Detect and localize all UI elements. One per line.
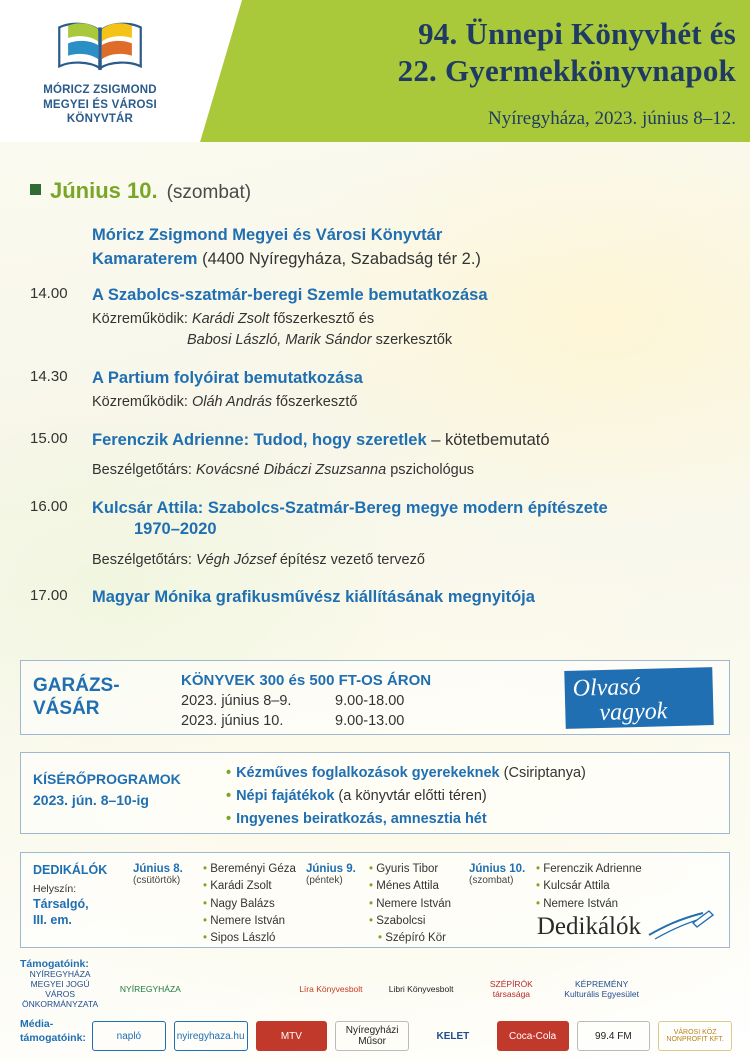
day-heading bbox=[30, 178, 251, 204]
signings-day: Június 9. bbox=[306, 863, 356, 875]
side-program-item bbox=[226, 788, 586, 804]
program-subtitle bbox=[92, 550, 730, 571]
signing-name: • Kulcsár Attila bbox=[536, 878, 642, 895]
signing-name: • Nemere István bbox=[369, 896, 451, 913]
venue-address: (4400 Nyíregyháza, Szabadság tér 2.) bbox=[202, 249, 481, 268]
program-credit-name: Oláh András bbox=[191, 394, 272, 411]
sponsor-logo: NYÍREGYHÁZA bbox=[119, 984, 181, 995]
signings-location-floor: III. em. bbox=[33, 913, 72, 927]
garage-sale-label-line-1: GARÁZS- bbox=[33, 675, 120, 696]
logo-line-2: MEGYEI ÉS VÁROSI bbox=[43, 98, 157, 111]
signings-name-list bbox=[203, 861, 296, 947]
signings-weekday: (csütörtök) bbox=[133, 875, 181, 886]
pen-signature-icon bbox=[645, 909, 715, 943]
signings-weekday: (péntek) bbox=[306, 875, 343, 886]
side-program-note: (a könyvtár előtti téren) bbox=[334, 788, 487, 804]
side-program-name: Népi fajátékok bbox=[236, 788, 335, 804]
library-logo-text bbox=[43, 83, 157, 126]
garage-sale-headline: KÖNYVEK 300 és 500 FT-OS ÁRON bbox=[181, 672, 432, 689]
signings-box bbox=[20, 852, 730, 948]
signings-day: Június 10. bbox=[469, 863, 526, 875]
poster-header bbox=[0, 0, 750, 142]
day-name: Június 10. bbox=[50, 178, 158, 203]
signing-name: • Szépíró Kör bbox=[378, 930, 451, 947]
venue-room: Kamaraterem bbox=[92, 249, 198, 268]
garage-sale-hours: 9.00-18.00 bbox=[335, 693, 405, 709]
program-title-text: Ferenczik Adrienne: Tudod, hogy szeretlek bbox=[92, 430, 427, 449]
signings-location-label: Helyszín: bbox=[33, 883, 77, 895]
garage-sale-row bbox=[181, 693, 431, 709]
garage-sale-date: 2023. június 8–9. bbox=[181, 693, 292, 709]
program-item bbox=[30, 430, 730, 481]
sponsor-logo: SZÉPÍRÓK társasága bbox=[489, 979, 533, 999]
signings-weekday: (szombat) bbox=[469, 875, 514, 886]
signings-name-list bbox=[369, 861, 451, 947]
media-logo: nyiregyhaza.hu bbox=[174, 1021, 248, 1051]
program-credit-name: Kovácsné Dibáczi Zsuzsanna bbox=[195, 462, 387, 479]
signings-day-col bbox=[469, 863, 525, 886]
program-credit-role-2: szerkesztők bbox=[371, 332, 453, 349]
side-program-name: Ingyenes beiratkozás, amnesztia hét bbox=[236, 811, 487, 827]
signings-location-value: Társalgó, bbox=[33, 897, 89, 911]
program-time: 14.30 bbox=[30, 367, 68, 385]
signing-name: • Gyuris Tibor bbox=[369, 861, 451, 878]
media-logo: 99.4 FM bbox=[577, 1021, 651, 1051]
sponsor-logo: Libri Könyvesbolt bbox=[388, 984, 454, 995]
signings-day: Június 8. bbox=[133, 863, 183, 875]
signing-name: • Nagy Balázs bbox=[203, 896, 296, 913]
media-logo: KELET bbox=[436, 1030, 470, 1042]
badge-line-2: vagyok bbox=[599, 698, 668, 727]
program-credit-name-2: Babosi László, Marik Sándor bbox=[187, 332, 372, 349]
signing-name: • Nemere István bbox=[203, 913, 296, 930]
side-program-item bbox=[226, 765, 586, 781]
program-item bbox=[30, 285, 730, 351]
sponsor-logos bbox=[20, 969, 732, 1009]
open-book-icon bbox=[46, 15, 154, 77]
program-title-text: Kulcsár Attila: Szabolcs-Szatmár-Bereg megye modern építészete bbox=[92, 498, 608, 517]
bullet-icon: • bbox=[226, 788, 232, 804]
program-title-line-2: 1970–2020 bbox=[134, 520, 217, 539]
olvaso-vagyok-badge bbox=[564, 667, 713, 729]
signings-watermark: Dedikálók bbox=[536, 913, 641, 940]
media-label-line-1: Média- bbox=[20, 1018, 54, 1030]
program-item bbox=[30, 368, 730, 413]
sponsor-logo: KÉPREMÉNY Kulturális Egyesület bbox=[564, 979, 639, 999]
program-time: 16.00 bbox=[30, 497, 68, 515]
side-programs-box bbox=[20, 752, 730, 834]
logo-line-3: KÖNYVTÁR bbox=[66, 113, 134, 126]
media-label-line-2: támogatóink: bbox=[20, 1031, 86, 1044]
venue-block bbox=[92, 224, 481, 272]
side-programs-dates: 2023. jún. 8–10-ig bbox=[33, 792, 149, 808]
program-title: Magyar Mónika grafikusművész kiállításának megnyitója bbox=[92, 588, 535, 607]
media-logo: MTV bbox=[256, 1021, 328, 1051]
program-credit-name: Végh József bbox=[195, 551, 276, 568]
sponsors-label: Támogatóink: bbox=[20, 958, 89, 970]
side-program-name: Kézműves foglalkozások gyerekeknek bbox=[236, 765, 500, 781]
garage-sale-label bbox=[33, 675, 173, 721]
side-program-item bbox=[226, 811, 586, 827]
media-logo: Nyíregyházi Műsor bbox=[335, 1021, 409, 1051]
media-logo: Coca-Cola bbox=[497, 1021, 569, 1051]
program-item bbox=[30, 498, 730, 570]
program-credit-role: pszichológus bbox=[386, 462, 475, 479]
sponsor-logo bbox=[201, 973, 281, 1007]
side-programs-list bbox=[226, 765, 586, 834]
program-credit-label: Beszélgetőtárs: bbox=[92, 551, 192, 568]
program-time: 14.00 bbox=[30, 285, 68, 302]
garage-sale-label-line-2: VÁSÁR bbox=[33, 697, 100, 719]
program-item bbox=[30, 587, 730, 608]
side-programs-label bbox=[33, 769, 208, 811]
signing-name: • Ménes Attila bbox=[369, 878, 451, 895]
program-list bbox=[30, 285, 730, 626]
signing-name: • Bereményi Géza bbox=[203, 861, 296, 878]
badge-line-1: Olvasó bbox=[572, 673, 642, 702]
garage-sale-details bbox=[181, 672, 431, 729]
program-subtitle bbox=[92, 460, 730, 481]
program-credit-role: főszerkesztő bbox=[272, 394, 358, 411]
side-programs-title: KÍSÉRŐPROGRAMOK bbox=[33, 771, 181, 787]
sponsor-logo: NYÍREGYHÁZA MEGYEI JOGÚ VÁROS ÖNKORMÁNYZATA bbox=[22, 969, 99, 1009]
media-logo: napló bbox=[92, 1021, 166, 1051]
program-title: A Szabolcs-szatmár-beregi Szemle bemutatkozása bbox=[92, 286, 488, 304]
program-credit-label: Közreműködik: bbox=[92, 311, 188, 328]
signings-name-list bbox=[536, 861, 642, 913]
signings-day-col bbox=[306, 863, 356, 886]
garage-sale-date: 2023. június 10. bbox=[181, 713, 284, 729]
program-credit-role: építész vezető tervező bbox=[275, 551, 425, 568]
signings-title: DEDIKÁLÓK bbox=[33, 863, 108, 877]
program-credit-role: főszerkesztő és bbox=[269, 311, 375, 328]
signing-name: • Sipos László bbox=[203, 930, 296, 947]
program-title-tail: – kötetbemutató bbox=[426, 430, 550, 449]
square-bullet-icon bbox=[30, 184, 41, 195]
signings-day-col bbox=[133, 863, 183, 886]
program-time: 15.00 bbox=[30, 429, 68, 447]
program-subtitle bbox=[92, 392, 730, 413]
side-program-note: (Csiriptanya) bbox=[499, 765, 586, 781]
event-title bbox=[258, 16, 736, 89]
signing-name: • Ferenczik Adrienne bbox=[536, 861, 642, 878]
program-title: A Partium folyóirat bemutatkozása bbox=[92, 368, 363, 387]
library-logo bbox=[0, 0, 200, 142]
program-credit-label: Közreműködik: bbox=[92, 394, 188, 411]
signings-header bbox=[33, 863, 133, 927]
signing-name: • Szabolcsi bbox=[369, 913, 451, 930]
day-weekday: (szombat) bbox=[166, 182, 252, 203]
program-title bbox=[92, 498, 730, 541]
garage-sale-hours: 9.00-13.00 bbox=[335, 713, 405, 729]
media-partners-label bbox=[20, 1018, 86, 1045]
event-title-line-2: 22. Gyermekkönyvnapok bbox=[397, 52, 736, 88]
bullet-icon: • bbox=[226, 765, 232, 781]
sponsor-logo: Líra Könyvesbolt bbox=[299, 984, 363, 995]
signing-name: • Karádi Zsolt bbox=[203, 878, 296, 895]
program-title bbox=[92, 430, 730, 451]
bullet-icon: • bbox=[226, 811, 232, 827]
program-subtitle bbox=[92, 309, 730, 350]
media-logo: VÁROSI KÖZ NONPROFIT KFT. bbox=[658, 1021, 732, 1051]
event-subtitle: Nyíregyháza, 2023. június 8–12. bbox=[487, 108, 736, 129]
logo-line-1: MÓRICZ ZSIGMOND bbox=[43, 84, 157, 97]
sponsor-logo bbox=[652, 973, 732, 1007]
event-title-line-1: 94. Ünnepi Könyvhét és bbox=[418, 16, 736, 51]
garage-sale-box bbox=[20, 660, 730, 735]
venue-name: Móricz Zsigmond Megyei és Városi Könyvtár bbox=[92, 226, 443, 244]
media-partner-logos bbox=[92, 1018, 732, 1054]
garage-sale-row bbox=[181, 713, 431, 729]
program-time: 17.00 bbox=[30, 587, 68, 605]
program-credit-label: Beszélgetőtárs: bbox=[92, 462, 192, 479]
signing-name: • Nemere István bbox=[536, 896, 642, 913]
program-credit-name: Karádi Zsolt bbox=[191, 311, 270, 328]
